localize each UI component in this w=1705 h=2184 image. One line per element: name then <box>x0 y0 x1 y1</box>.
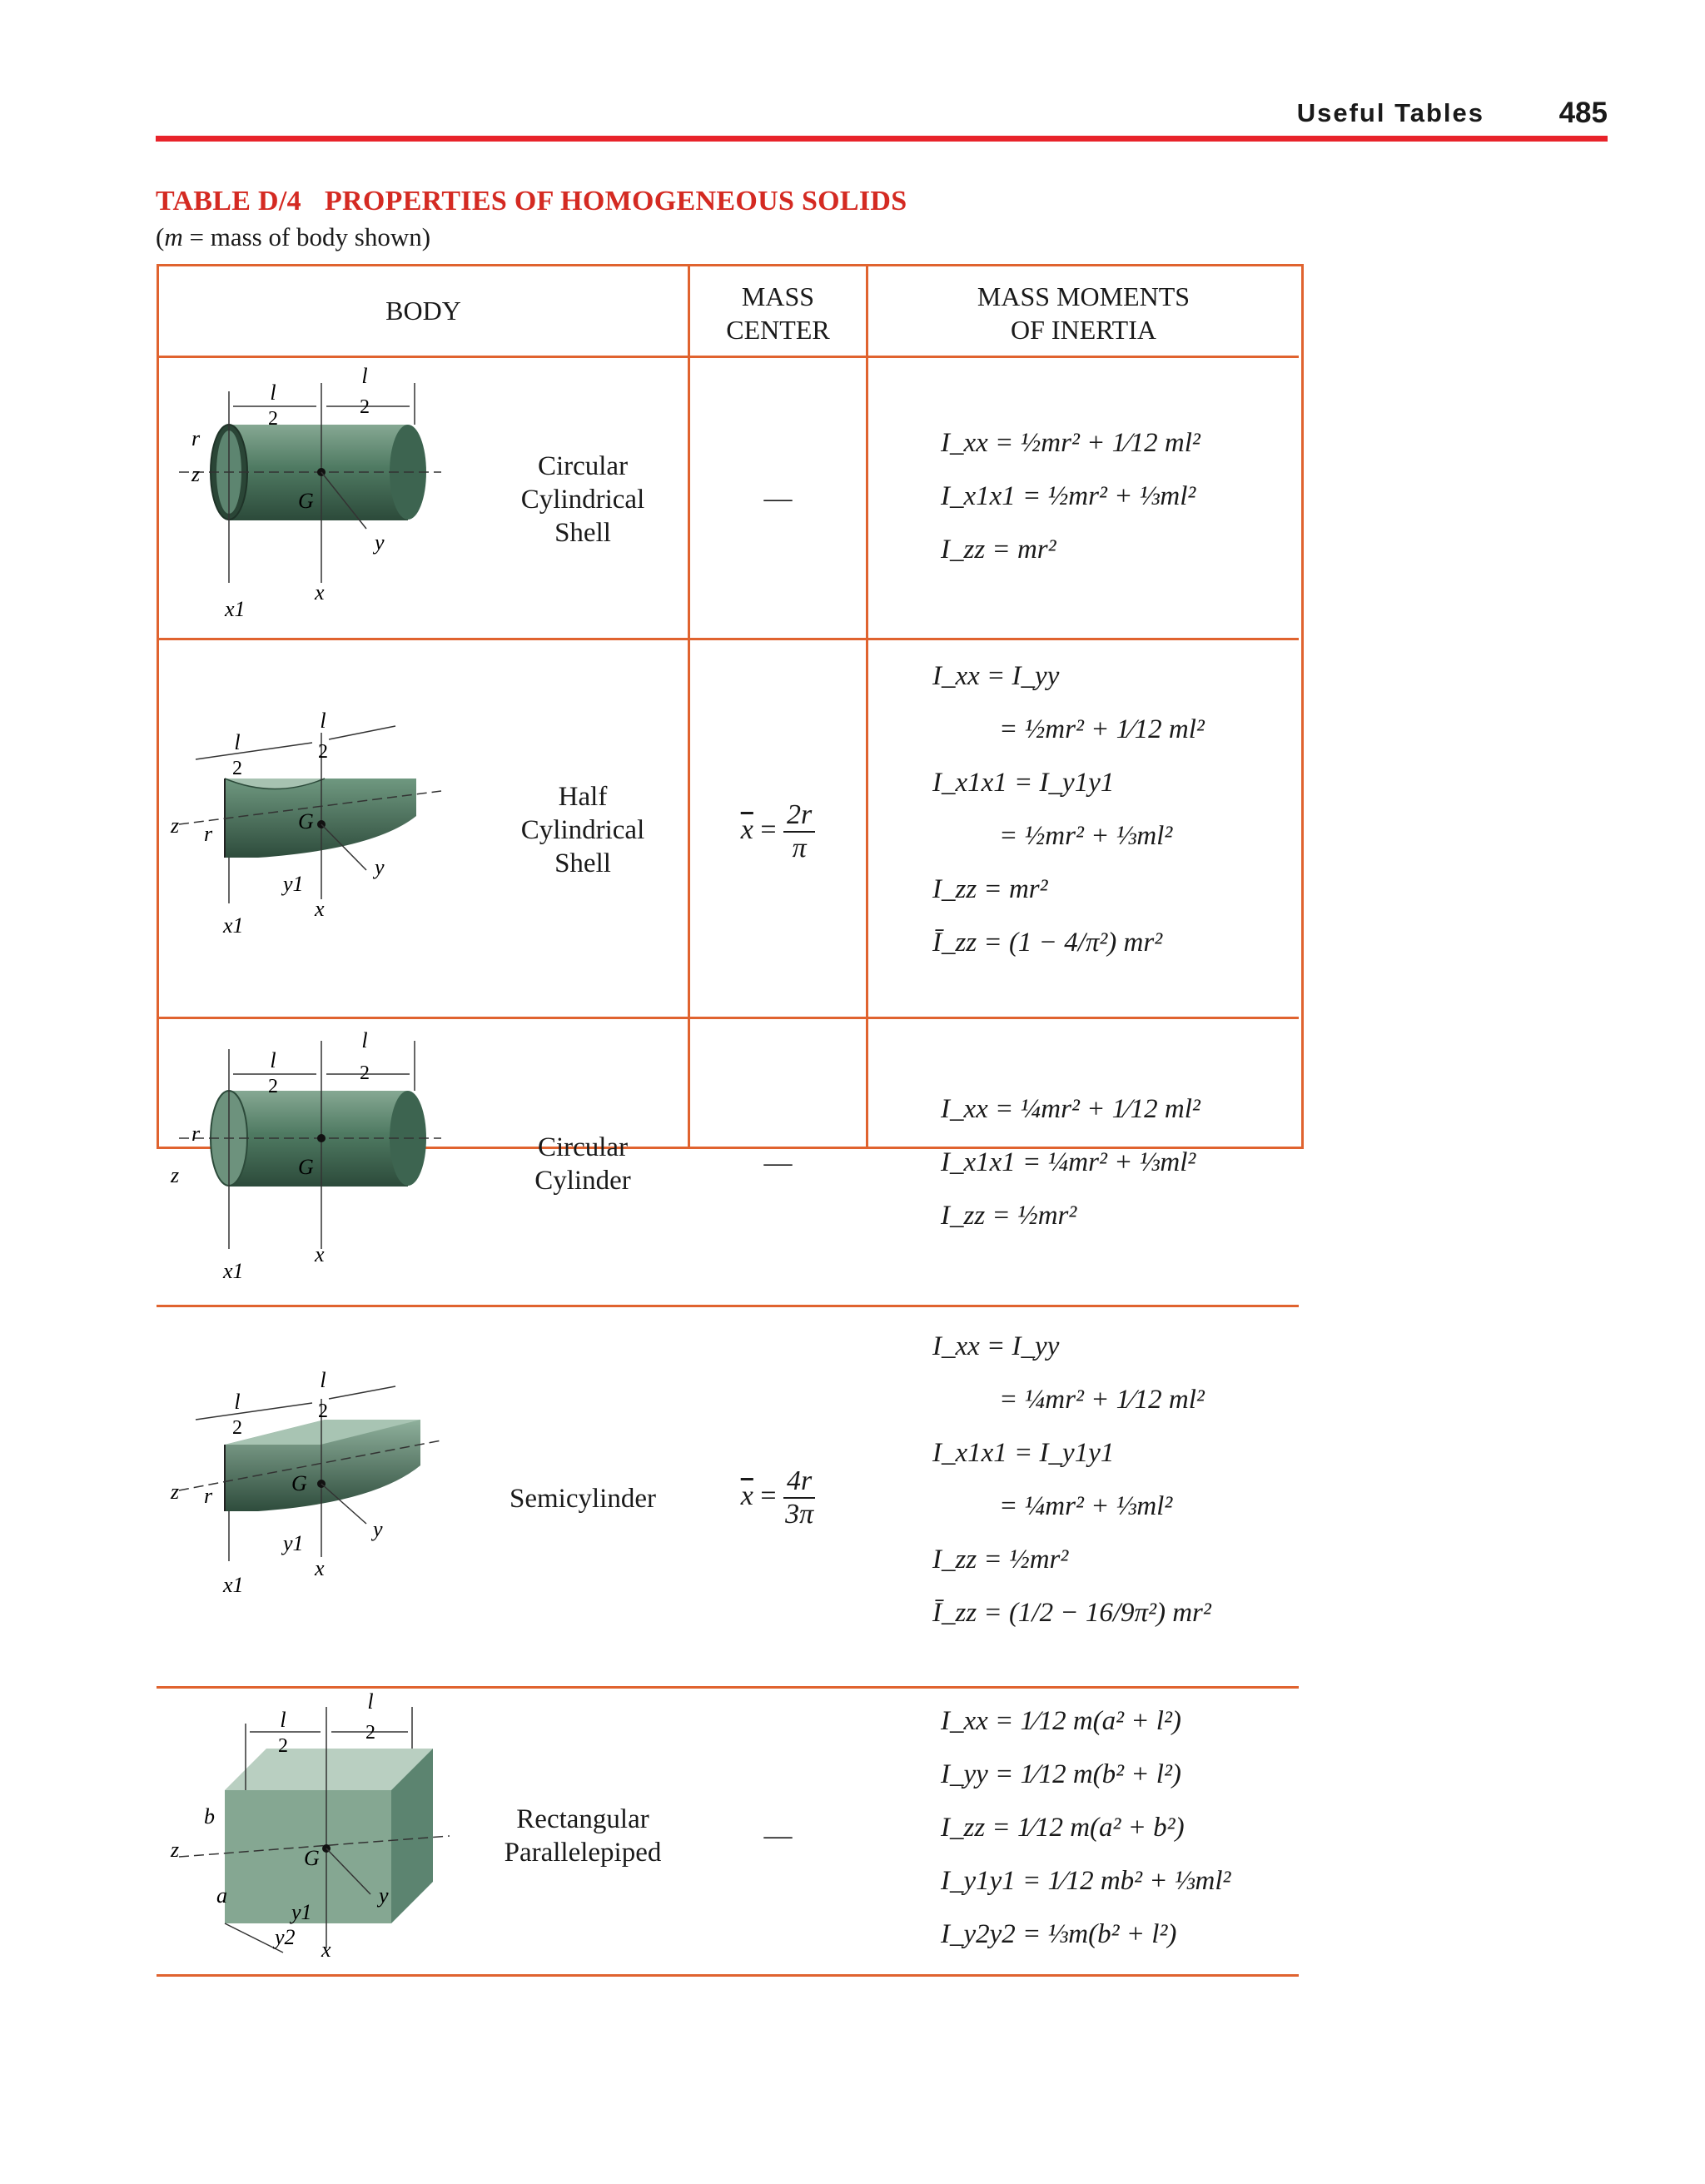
moment-formula: I_y2y2 = ⅓m(b² + l²) <box>941 1919 1177 1949</box>
label-y: y <box>373 1517 383 1541</box>
moment-formula: = ½mr² + ⅓ml² <box>999 821 1173 851</box>
label-x: x <box>315 1242 325 1266</box>
label-y: y <box>375 855 385 879</box>
label-2: 2 <box>360 396 370 418</box>
label-G: G <box>298 1155 314 1179</box>
moments-row-2 <box>932 649 1205 969</box>
label-y1: y1 <box>283 872 304 896</box>
label-r: r <box>191 426 201 450</box>
mass-center-fraction: $\frac{2r}{\pi}$ <box>783 799 815 864</box>
body-name-line: Cylindrical <box>520 485 645 515</box>
moments-row-3 <box>941 1082 1200 1242</box>
moment-formula: I_xx = ¼mr² + 1⁄12 ml² <box>941 1094 1200 1124</box>
column-header-mass-center <box>690 280 866 346</box>
row-divider-2 <box>157 1017 1299 1019</box>
moment-formula: I_xx = 1⁄12 m(a² + l²) <box>941 1706 1181 1736</box>
label-y1: y1 <box>291 1900 312 1924</box>
body-name-circular-cylinder <box>491 1131 674 1197</box>
mass-center-symbol: $\overline{x}$ <box>740 813 753 845</box>
label-l: l <box>280 1708 286 1732</box>
figure-circular-cylindrical-shell <box>167 366 466 633</box>
label-r: r <box>204 822 213 846</box>
column-header-body: BODY <box>385 296 461 326</box>
label-2: 2 <box>268 408 278 430</box>
moment-formula: = ¼mr² + 1⁄12 ml² <box>999 1385 1205 1415</box>
page-number: 485 <box>1558 97 1608 129</box>
table-bottom <box>157 1974 1299 1977</box>
label-l: l <box>270 1048 276 1072</box>
body-name-line: Semicylinder <box>510 1484 656 1514</box>
moment-formula: I_y1y1 = 1⁄12 mb² + ⅓ml² <box>941 1866 1231 1896</box>
column-divider-1 <box>688 264 690 1147</box>
label-b: b <box>204 1804 215 1828</box>
label-a: a <box>216 1883 227 1908</box>
label-2: 2 <box>318 1400 328 1422</box>
moment-formula: Ī_zz = (1 − 4/π²) mr² <box>932 928 1163 958</box>
figure-half-cylindrical-shell <box>167 708 466 958</box>
moments-line-1: MASS MOMENTS <box>977 281 1191 311</box>
body-name-line: Cylinder <box>534 1166 631 1196</box>
label-z: z <box>191 462 201 486</box>
moment-formula: I_xx = ½mr² + 1⁄12 ml² <box>941 428 1200 458</box>
table-id: TABLE D/4 <box>156 186 301 216</box>
label-z: z <box>171 1480 180 1504</box>
subtitle-text: = mass of body shown) <box>182 222 431 251</box>
label-G: G <box>304 1846 320 1870</box>
mass-center-line-2: CENTER <box>726 315 830 345</box>
label-2: 2 <box>278 1735 288 1757</box>
table-name: PROPERTIES OF HOMOGENEOUS SOLIDS <box>324 186 907 216</box>
label-r: r <box>191 1122 201 1146</box>
moments-row-5 <box>941 1694 1230 1961</box>
label-z: z <box>171 1163 180 1187</box>
moments-row-1 <box>941 416 1200 576</box>
body-name-rectangular-parallelepiped <box>483 1803 683 1869</box>
moment-formula: I_zz = mr² <box>941 535 1056 565</box>
label-z: z <box>171 813 180 838</box>
moment-formula: I_zz = ½mr² <box>941 1201 1077 1231</box>
column-divider-2 <box>866 264 868 1147</box>
body-name-line: Shell <box>554 848 611 878</box>
label-y1: y1 <box>283 1531 304 1555</box>
label-2: 2 <box>318 741 328 763</box>
moment-formula: I_x1x1 = ½mr² + ⅓ml² <box>941 481 1196 511</box>
moment-formula: I_zz = mr² <box>932 874 1048 904</box>
label-x1: x1 <box>223 1573 244 1597</box>
label-l: l <box>234 1390 241 1414</box>
moment-formula: I_xx = I_yy <box>932 1331 1060 1361</box>
label-2: 2 <box>360 1062 370 1084</box>
row-divider-3 <box>157 1305 1299 1307</box>
body-name-circular-cylindrical-shell <box>491 450 674 550</box>
figure-rectangular-parallelepiped <box>167 1690 466 1965</box>
label-2: 2 <box>365 1722 375 1744</box>
moment-formula: I_zz = ½mr² <box>932 1545 1069 1575</box>
mass-center-line-1: MASS <box>741 281 815 311</box>
moment-formula: Ī_zz = (1/2 − 16/9π²) mr² <box>932 1598 1211 1628</box>
body-name-line: Parallelepiped <box>504 1838 662 1868</box>
moment-formula: I_xx = I_yy <box>932 661 1060 691</box>
label-x: x <box>315 580 325 604</box>
running-header-title: Useful Tables <box>1296 98 1484 127</box>
label-G: G <box>298 489 314 513</box>
mass-center-row-3: — <box>763 1147 793 1178</box>
moments-line-2: OF INERTIA <box>1011 315 1156 345</box>
label-y2: y2 <box>275 1925 296 1949</box>
label-2: 2 <box>268 1076 278 1097</box>
label-r: r <box>204 1484 213 1508</box>
header-rule <box>156 136 1608 142</box>
mass-center-symbol: $\overline{x}$ <box>740 1480 753 1511</box>
row-divider-1 <box>157 638 1299 640</box>
moment-formula: = ½mr² + 1⁄12 ml² <box>999 714 1205 744</box>
body-name-line: Circular <box>537 451 629 481</box>
row-divider-header <box>157 356 1299 358</box>
label-l: l <box>320 1368 326 1392</box>
label-y: y <box>375 530 385 555</box>
label-y: y <box>379 1883 389 1908</box>
label-l: l <box>361 1028 368 1052</box>
label-l: l <box>234 730 241 754</box>
body-name-line: Half <box>558 782 608 812</box>
label-G: G <box>291 1471 307 1495</box>
moment-formula: I_yy = 1⁄12 m(b² + l²) <box>941 1759 1181 1789</box>
body-name-line: Shell <box>554 518 611 548</box>
figure-semicylinder <box>167 1366 466 1615</box>
label-x: x <box>315 897 325 921</box>
moment-formula: = ¼mr² + ⅓ml² <box>999 1491 1173 1521</box>
label-G: G <box>298 809 314 833</box>
body-name-line: Rectangular <box>516 1804 649 1834</box>
label-l: l <box>367 1690 374 1714</box>
moment-formula: I_x1x1 = I_y1y1 <box>932 768 1115 798</box>
moment-formula: I_x1x1 = ¼mr² + ⅓ml² <box>941 1147 1196 1177</box>
table-subtitle: (m = mass of body shown) <box>156 222 431 251</box>
label-x1: x1 <box>223 913 244 938</box>
label-2: 2 <box>232 1417 242 1439</box>
figure-circular-cylinder <box>167 1024 466 1299</box>
table-title <box>156 186 907 217</box>
body-name-line: Circular <box>537 1132 629 1162</box>
moment-formula: I_x1x1 = I_y1y1 <box>932 1438 1115 1468</box>
body-name-line: Cylindrical <box>520 815 645 845</box>
label-x1: x1 <box>223 1259 244 1283</box>
label-x: x <box>321 1938 331 1962</box>
mass-center-row-2: $\overline{x}$ = $\frac{2r}{\pi}$ <box>690 799 866 864</box>
label-x: x <box>315 1556 325 1580</box>
mass-center-row-4: $\overline{x}$ = $\frac{4r}{3\pi}$ <box>690 1465 866 1530</box>
label-2: 2 <box>232 758 242 779</box>
mass-center-row-5: — <box>763 1820 793 1851</box>
subtitle-var: m <box>164 222 183 251</box>
body-name-semicylinder <box>491 1482 674 1515</box>
column-header-moments <box>868 280 1299 346</box>
label-l: l <box>320 709 326 733</box>
mass-center-row-1: — <box>763 483 793 514</box>
body-name-half-cylindrical-shell <box>491 780 674 880</box>
label-l: l <box>270 381 276 405</box>
moments-row-4 <box>932 1320 1211 1639</box>
label-l: l <box>361 366 368 388</box>
moment-formula: I_zz = 1⁄12 m(a² + b²) <box>941 1813 1185 1843</box>
mass-center-fraction: $\frac{4r}{3\pi}$ <box>783 1465 815 1530</box>
label-z: z <box>171 1838 180 1862</box>
label-x1: x1 <box>225 597 246 621</box>
row-divider-4 <box>157 1686 1299 1689</box>
